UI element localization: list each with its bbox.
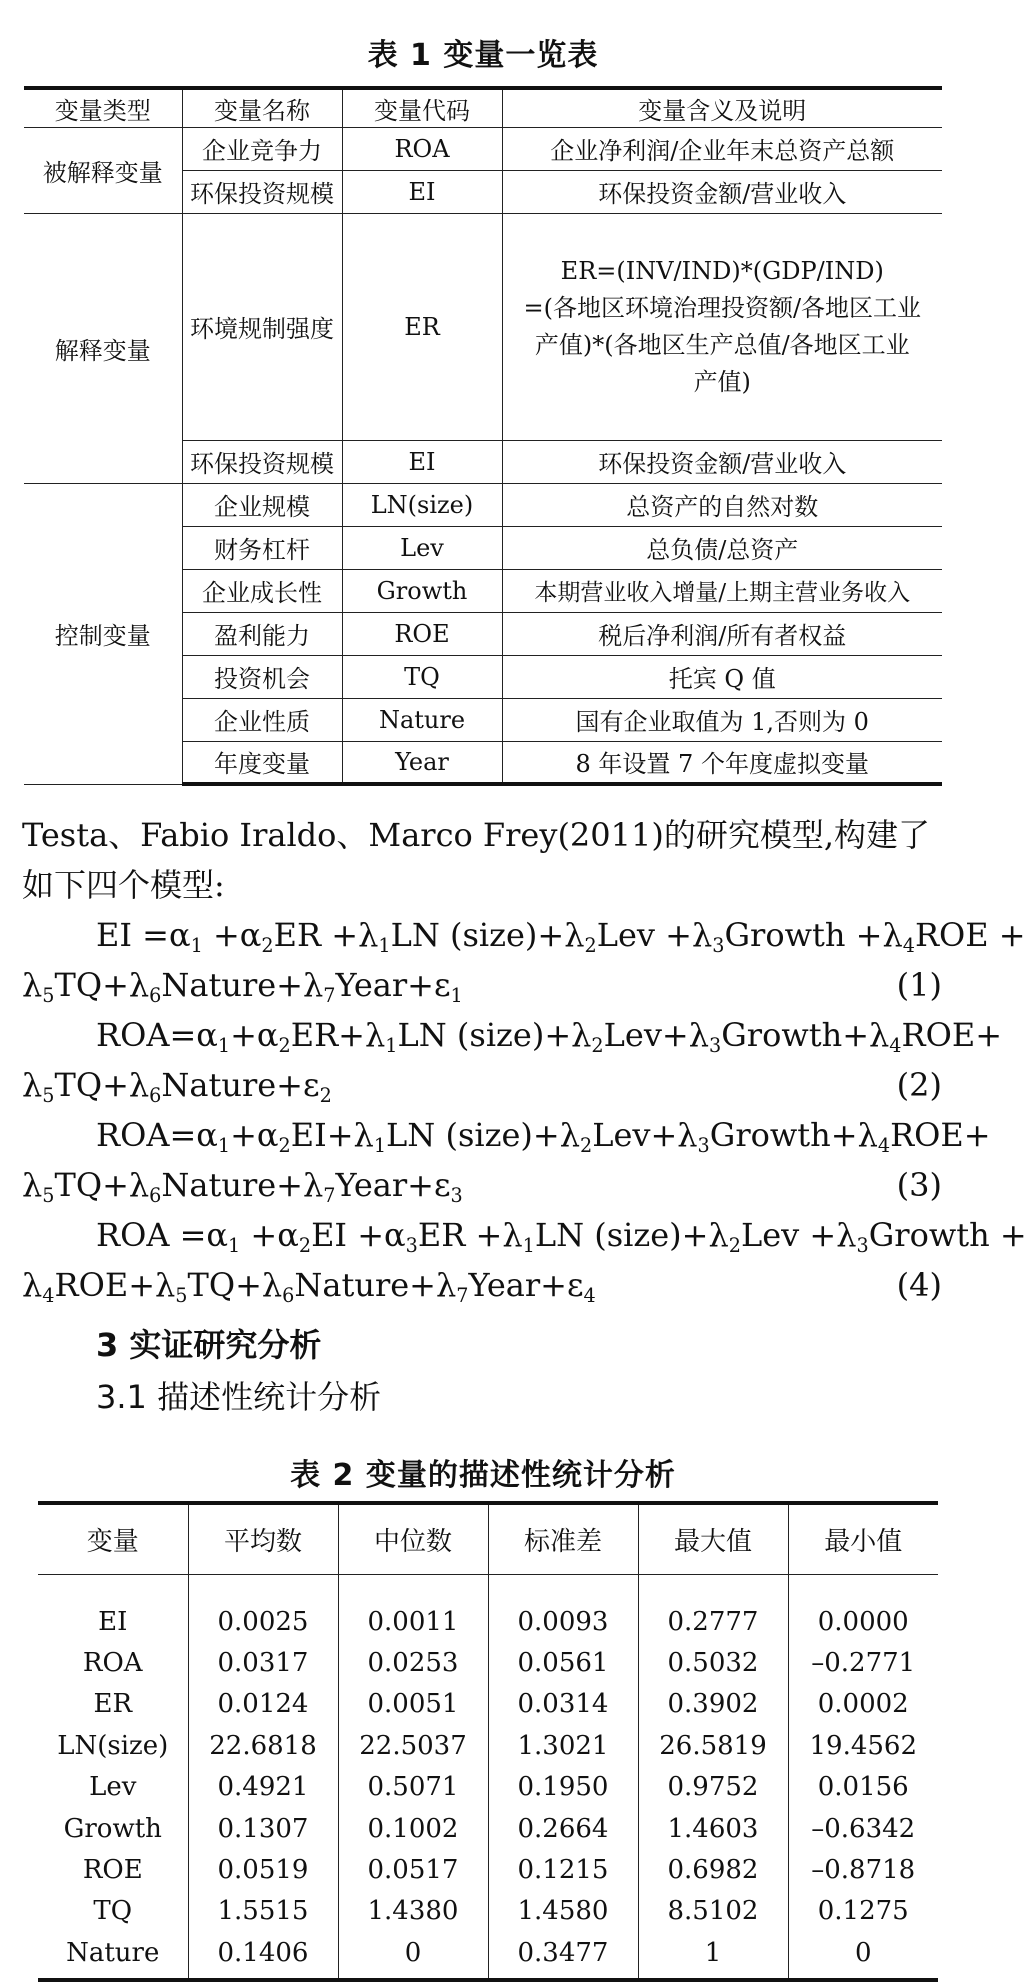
equation-number: (3) — [896, 1166, 942, 1204]
model-3-line-2: $\lambda_5TQ+\lambda_6Nature+\lambda_7Year+\varepsilon_3$ (3) — [22, 1160, 942, 1210]
table-cell: 企业成长性 — [182, 569, 342, 612]
table-cell: 环保投资金额/营业收入 — [502, 170, 942, 213]
table-cell: EI — [98, 1606, 128, 1637]
table-cell: 年度变量 — [182, 741, 342, 784]
table-cell: TQ — [342, 655, 502, 698]
table-cell: 1.4580 — [488, 1891, 638, 1932]
table-cell: ER — [342, 213, 502, 440]
table-cell: 环境规制强度 — [182, 213, 342, 440]
table-row — [38, 1891, 938, 1932]
table-cell: EI — [342, 170, 502, 213]
model-4-line-1: ROA $=\alpha_1 +\alpha_2EI +\alpha_3ER +\lambda_1LN$ $(size)+\lambda_2Lev$ $+\lambda_3Growth$ + — [96, 1216, 1027, 1257]
table-cell: Nature — [38, 1932, 188, 1979]
table-cell: Lev — [342, 526, 502, 569]
table-cell: 0.6982 — [638, 1849, 788, 1890]
table-cell: 0.1307 — [188, 1808, 338, 1849]
header-cell: 变量名称 — [182, 88, 342, 127]
table-cell: 环保投资规模 — [182, 440, 342, 483]
er-formula-line: 产值)*(各地区生产总值/各地区工业 — [534, 330, 910, 359]
model-2-line-2: $\lambda_5TQ+\lambda_6Nature+\varepsilon_2$ (2) — [22, 1060, 942, 1110]
table-cell: 0.0000 — [788, 1575, 938, 1643]
descriptive-stats-table — [38, 1501, 938, 1982]
table-cell: 0.0025 — [188, 1575, 338, 1643]
header-cell: 最大值 — [638, 1503, 788, 1575]
table-cell: 8 年设置 7 个年度虚拟变量 — [502, 741, 942, 784]
table-cell: –0.8718 — [788, 1849, 938, 1890]
equation-number: (1) — [896, 966, 942, 1004]
model-3-line-1: $ROA=\alpha_1+\alpha_2EI+\lambda_1LN$ $(size)+\lambda_2Lev+\lambda_3Growth+\lambda_4ROE+$ — [96, 1116, 991, 1157]
header-cell: 平均数 — [188, 1503, 338, 1575]
table-cell: 0 — [338, 1932, 488, 1979]
table-cell: 19.4562 — [788, 1725, 938, 1766]
table-cell: 0.1002 — [338, 1808, 488, 1849]
variable-type-cell: 解释变量 — [24, 213, 182, 483]
variable-type-cell: 控制变量 — [24, 483, 182, 784]
table-cell: 0.2664 — [488, 1808, 638, 1849]
model-1-line-2: $\lambda_5TQ+\lambda_6Nature+\lambda_7Year+\varepsilon_1$ (1) — [22, 960, 942, 1010]
table-cell: 8.5102 — [638, 1891, 788, 1932]
table-cell: 税后净利润/所有者权益 — [502, 612, 942, 655]
table-cell: 0.1406 — [188, 1932, 338, 1979]
table-cell: 0 — [788, 1932, 938, 1979]
table-cell: 0.2777 — [638, 1575, 788, 1643]
header-cell: 变量含义及说明 — [502, 88, 942, 127]
table-cell: 0.0517 — [338, 1849, 488, 1890]
er-formula-line: 产值) — [693, 367, 751, 396]
header-cell: 最小值 — [788, 1503, 938, 1575]
intro-paragraph — [22, 810, 942, 910]
table-cell: 总负债/总资产 — [502, 526, 942, 569]
table-cell: 0.5032 — [638, 1642, 788, 1683]
table-cell: 托宾 Q 值 — [502, 655, 942, 698]
table-cell: 企业竞争力 — [182, 127, 342, 170]
table-cell: 0.0519 — [188, 1849, 338, 1890]
table-cell: 22.6818 — [188, 1725, 338, 1766]
subsection-heading: 3.1 描述性统计分析 — [96, 1378, 382, 1416]
table-cell: Nature — [342, 698, 502, 741]
equation-number: (4) — [896, 1266, 942, 1304]
er-formula-line: =(各地区环境治理投资额/各地区工业 — [523, 293, 922, 322]
table-row — [38, 1849, 938, 1890]
table-cell: 0.3477 — [488, 1932, 638, 1979]
table-cell: 1 — [638, 1932, 788, 1979]
table-row — [38, 1932, 938, 1979]
table-cell: LN(size) — [57, 1730, 169, 1761]
table-cell: 1.4380 — [338, 1891, 488, 1932]
equation-number: (2) — [896, 1066, 942, 1104]
table-cell: 环保投资金额/营业收入 — [502, 440, 942, 483]
table-cell: 投资机会 — [182, 655, 342, 698]
table-cell: 总资产的自然对数 — [502, 483, 942, 526]
table-cell: 1.5515 — [188, 1891, 338, 1932]
table-cell: 0.1275 — [788, 1891, 938, 1932]
table-cell: 0.5071 — [338, 1767, 488, 1808]
table-cell: 0.0253 — [338, 1642, 488, 1683]
table1-caption: 表 1 变量一览表 — [367, 38, 599, 73]
table-cell: 0.0156 — [788, 1767, 938, 1808]
table-cell: 0.1950 — [488, 1767, 638, 1808]
table-cell: 环保投资规模 — [182, 170, 342, 213]
table-cell: 0.0093 — [488, 1575, 638, 1643]
section-heading: 3 实证研究分析 — [96, 1326, 322, 1364]
table-cell: Growth — [342, 569, 502, 612]
table-cell: Year — [342, 741, 502, 784]
table-cell: 0.9752 — [638, 1767, 788, 1808]
table-cell: 0.0314 — [488, 1684, 638, 1725]
table-cell: 0.0317 — [188, 1642, 338, 1683]
table-cell: –0.6342 — [788, 1808, 938, 1849]
er-formula-line: ER=(INV/IND)*(GDP/IND) — [560, 256, 884, 285]
header-cell: 标准差 — [488, 1503, 638, 1575]
table-row — [38, 1642, 938, 1683]
table-cell: 0.0002 — [788, 1684, 938, 1725]
table-cell: 0.3902 — [638, 1684, 788, 1725]
table-cell: ROE — [82, 1855, 143, 1886]
table-cell: 1.4603 — [638, 1808, 788, 1849]
header-cell: 变量代码 — [342, 88, 502, 127]
table-row — [38, 1684, 938, 1725]
header-cell: 中位数 — [338, 1503, 488, 1575]
model-4-line-2: $\lambda_4ROE+\lambda_5TQ+\lambda_6Nature+\lambda_7Year+\varepsilon_4$ (4) — [22, 1260, 942, 1310]
table-cell: 0.1215 — [488, 1849, 638, 1890]
table-cell: 本期营业收入增量/上期主营业务收入 — [502, 569, 942, 612]
table-cell: 企业净利润/企业年末总资产总额 — [502, 127, 942, 170]
table-cell: Lev — [89, 1772, 137, 1803]
er-formula-cell — [502, 213, 942, 440]
model-2-line-1: $ROA=\alpha_1+\alpha_2ER+\lambda_1LN$ $(size)+\lambda_2Lev+\lambda_3Growth+\lambda_4ROE+$ — [96, 1016, 1003, 1057]
table-cell: 盈利能力 — [182, 612, 342, 655]
table-cell: 1.3021 — [488, 1725, 638, 1766]
table-cell: ROE — [342, 612, 502, 655]
header-cell: 变量 — [38, 1503, 188, 1575]
table-cell: 企业规模 — [182, 483, 342, 526]
table-cell: –0.2771 — [788, 1642, 938, 1683]
table-row — [38, 1767, 938, 1808]
table-cell: 财务杠杆 — [182, 526, 342, 569]
table-cell: ROA — [342, 127, 502, 170]
table-row — [38, 1725, 938, 1766]
header-cell: 变量类型 — [24, 88, 182, 127]
table-cell: Growth — [63, 1813, 162, 1844]
table-cell: 0.0561 — [488, 1642, 638, 1683]
table-cell: ROA — [82, 1648, 143, 1679]
table-cell: 22.5037 — [338, 1725, 488, 1766]
table2-caption: 表 2 变量的描述性统计分析 — [290, 1458, 676, 1493]
table-row — [38, 1808, 938, 1849]
table-cell: 0.0124 — [188, 1684, 338, 1725]
table-cell: 0.0011 — [338, 1575, 488, 1643]
intro-line: Testa、Fabio Iraldo、Marco Frey(2011)的研究模型,构建了 — [22, 816, 931, 854]
table-cell: TQ — [93, 1896, 133, 1927]
table-cell: 26.5819 — [638, 1725, 788, 1766]
table-row — [38, 1575, 938, 1643]
table-cell: ER — [93, 1689, 133, 1720]
table-cell: 企业性质 — [182, 698, 342, 741]
table-cell: 国有企业取值为 1,否则为 0 — [502, 698, 942, 741]
table-cell: LN(size) — [342, 483, 502, 526]
variable-table — [24, 86, 942, 786]
model-1-line-1: EI $=\alpha_1 +\alpha_2ER +\lambda_1LN$ $(size)+\lambda_2Lev$ $+\lambda_3Growth +\lambda_4ROE$ + — [96, 916, 1026, 957]
table-cell: 0.4921 — [188, 1767, 338, 1808]
variable-type-cell: 被解释变量 — [24, 127, 182, 213]
intro-line: 如下四个模型: — [22, 866, 225, 904]
table-cell: 0.0051 — [338, 1684, 488, 1725]
table-cell: EI — [342, 440, 502, 483]
